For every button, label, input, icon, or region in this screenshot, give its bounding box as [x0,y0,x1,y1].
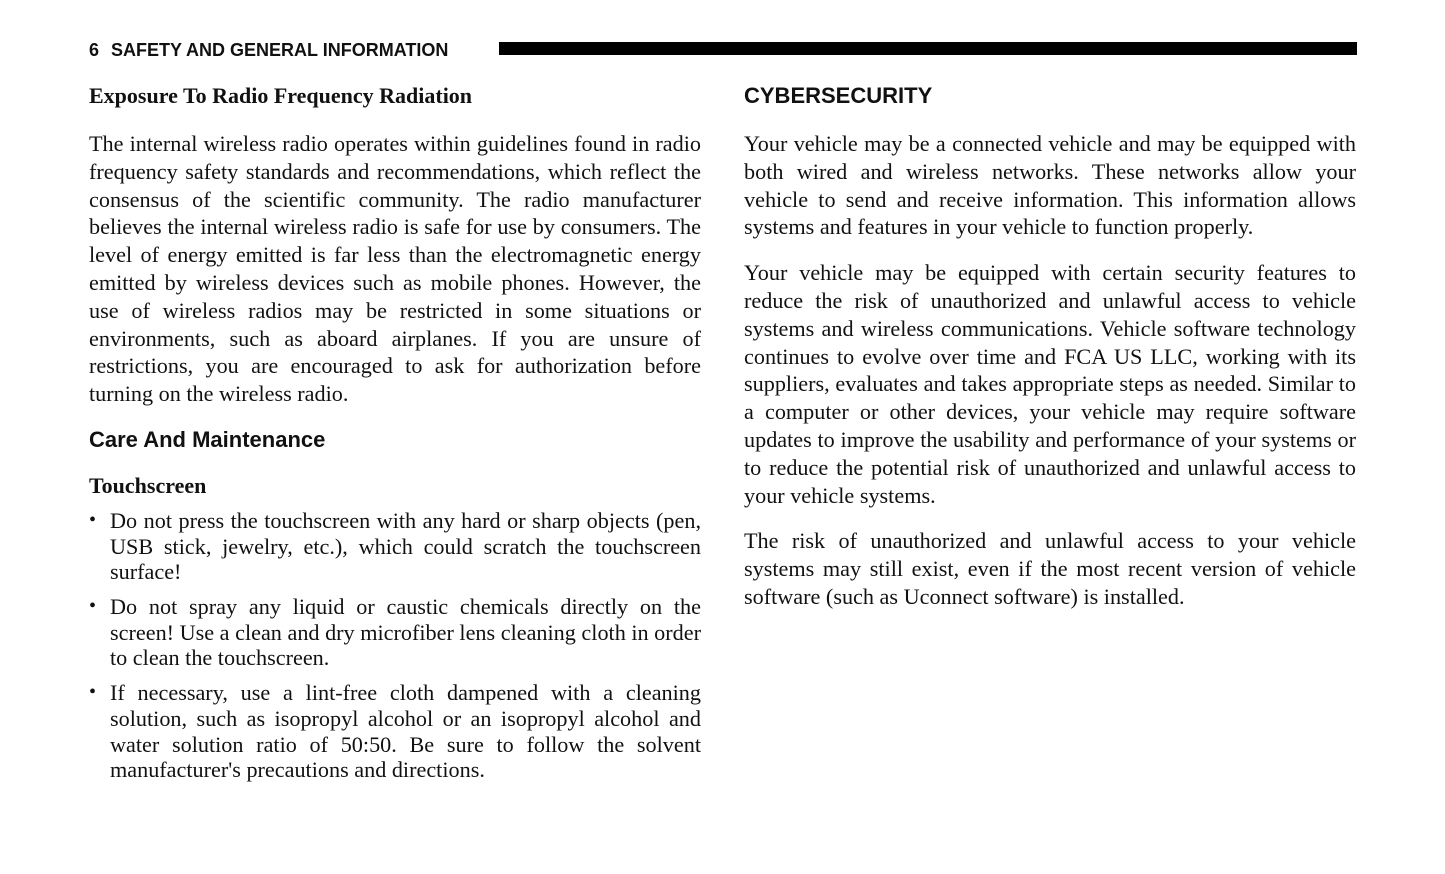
touchscreen-heading: Touchscreen [89,472,207,498]
list-item [89,594,701,671]
cybersecurity-paragraph: Your vehicle may be a connected vehicle and may be equipped with both wired and wireless networks. These networks allow your vehicle to send and receive information. This information allows systems and features in your vehicle to function properly. [744,131,1356,240]
rf-exposure-paragraph: The internal wireless radio operates within guidelines found in radio frequency safety standards and recommendations, which reflect the consensus of the scientific community. The radio manufacturer believes the internal wireless radio is safe for use by consumers. The level of energy emitted is far less than the electromagnetic energy emitted by wireless devices such as mobile phones. However, the use of wireless radios may be restricted in some situations or environments, such as aboard airplanes. If you are unsure of restrictions, you are encouraged to ask for authorization before turning on the wireless radio. [89,131,701,407]
touchscreen-care-list [89,508,701,783]
page-header [89,38,1357,62]
bullet-icon: • [89,681,97,704]
list-item [89,508,701,585]
care-maintenance-heading: Care And Maintenance [89,426,326,452]
list-item-text: Do not press the touchscreen with any hard or sharp objects (pen, USB stick, jewelry, etc.), which could scratch the touchscreen surface! [110,507,701,585]
list-item-text: If necessary, use a lint-free cloth dampened with a cleaning solution, such as isopropyl alcohol or an isopropyl alcohol and water solution ratio of 50:50. Be sure to follow the solvent manufacturer's precautions and directions. [110,680,701,783]
left-column [89,78,701,792]
bullet-icon: • [89,508,97,531]
bullet-icon: • [89,595,97,618]
rf-exposure-heading: Exposure To Radio Frequency Radiation [89,83,473,108]
page-number: 6 [89,39,100,60]
cybersecurity-heading: CYBERSECURITY [744,83,933,108]
list-item [89,680,701,783]
cybersecurity-paragraph: Your vehicle may be equipped with certain security features to reduce the risk of unauthorized and unlawful access to vehicle systems and wireless communications. Vehicle software technology continues to evolve over time and FCA US LLC, working with its suppliers, evaluates and takes appropriate steps as needed. Similar to a computer or other devices, your vehicle may require software updates to improve the usability and performance of your systems or to reduce the potential risk of unauthorized and unlawful access to your vehicle systems. [744,260,1356,508]
header-rule-bar [499,42,1357,55]
section-title: SAFETY AND GENERAL INFORMATION [111,39,449,60]
list-item-text: Do not spray any liquid or caustic chemicals directly on the screen! Use a clean and dry microfiber lens cleaning cloth in order to clean the touchscreen. [110,594,701,671]
right-column [744,78,1356,611]
cybersecurity-paragraph: The risk of unauthorized and unlawful access to your vehicle systems may still exist, even if the most recent version of vehicle software (such as Uconnect software) is installed. [744,528,1356,609]
